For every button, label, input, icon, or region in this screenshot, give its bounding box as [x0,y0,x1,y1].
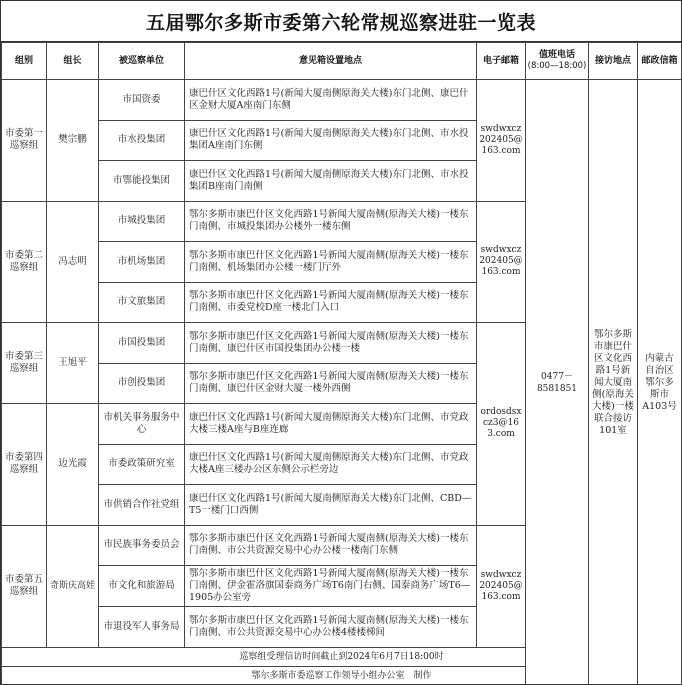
footer-row [2,666,682,685]
group-name: 市委第四巡察组 [2,404,47,526]
header-group: 组别 [2,43,47,80]
visit-location: 鄂尔多斯市康巴什区文化西路1号新闻大厦南侧(原海关大楼)一楼联合接访101室 [589,80,638,685]
unit-name: 市退役军人事务局 [99,607,185,648]
group-email: ordosdsxcz3@163.com [477,323,526,526]
footer-maker: 鄂尔多斯市委巡察工作领导小组办公室 制作 [2,666,682,685]
box-location: 康巴什区文化西路1号(新闻大厦南侧原海关大楼)东门北侧、市水投集团B座南门南侧 [185,161,477,202]
header-leader: 组长 [47,43,99,80]
unit-name: 市国投集团 [99,323,185,364]
unit-name: 市机关事务服务中心 [99,404,185,445]
box-location: 康巴什区文化西路1号(新闻大厦南侧原海关大楼)东门北侧、市党政大楼三楼A座与B座连廊 [185,404,477,445]
unit-name: 市文化和旅游局 [99,566,185,607]
box-location: 康巴什区文化西路1号(新闻大厦南侧原海关大楼)东门北侧、CBD—T5一楼门口西侧 [185,485,477,526]
unit-name: 市民族事务委员会 [99,525,185,566]
group-email: swdwxcz202405@163.com [477,80,526,202]
header-email: 电子邮箱 [477,43,526,80]
header-phone-hours: (8:00—18:00) [527,61,587,71]
header-visit: 接访地点 [589,43,638,80]
group-leader: 王旭平 [47,323,99,404]
mailbox-value: 内蒙古自治区鄂尔多斯市A103号 [638,80,682,685]
group-leader: 樊宗鹏 [47,80,99,202]
box-location: 鄂尔多斯市康巴什区文化西路1号新闻大厦南侧(原海关大楼)一楼东门南侧、伊金霍洛旗国泰商务广场T6南门右侧、国泰商务广场T6—1905办公室旁 [185,566,477,607]
unit-name: 市委政策研究室 [99,444,185,485]
group-email: swdwxcz202405@163.com [477,201,526,323]
table-header-row [2,43,682,80]
unit-name: 市机场集团 [99,242,185,283]
box-location: 康巴什区文化西路1号(新闻大厦南侧原海关大楼)东门北侧、市党政大楼A座三楼办公区东侧公示栏旁边 [185,444,477,485]
box-location: 康巴什区文化西路1号(新闻大厦南侧原海关大楼)东门北侧、市水投集团A座南门东侧 [185,120,477,161]
group-name: 市委第二巡察组 [2,201,47,323]
page-title: 五届鄂尔多斯市委第六轮常规巡察进驻一览表 [1,1,681,42]
box-location: 鄂尔多斯市康巴什区文化西路1号新闻大厦南侧(原海关大楼)一楼东门南侧、市委党校D座一楼北门入口 [185,282,477,323]
box-location: 鄂尔多斯市康巴什区文化西路1号新闻大厦南侧(原海关大楼)一楼东门南侧、市城投集团办公楼外一楼东侧 [185,201,477,242]
unit-name: 市城投集团 [99,201,185,242]
footer-deadline: 巡察组受理信访时间截止到2024年6月7日18:00时 [2,647,682,666]
header-phone [526,43,589,80]
header-phone-label: 值班电话 [538,50,575,60]
header-unit: 被巡察单位 [99,43,185,80]
footer-row [2,647,682,666]
unit-name: 市鄂能投集团 [99,161,185,202]
box-location: 鄂尔多斯市康巴什区文化西路1号新闻大厦南侧(原海关大楼)一楼东门南侧、市公共资源交易中心办公楼一楼南门东侧 [185,525,477,566]
group-leader: 冯志明 [47,201,99,323]
unit-name: 市创投集团 [99,363,185,404]
group-name: 市委第一巡察组 [2,80,47,202]
inspection-table [1,42,682,685]
box-location: 鄂尔多斯市康巴什区文化西路1号新闻大厦南侧(原海关大楼)一楼东门南侧、市公共资源交易中心办公楼4楼楼梯间 [185,607,477,648]
group-email: swdwxcz202405@163.com [477,525,526,647]
unit-name: 市文旅集团 [99,282,185,323]
box-location: 康巴什区文化西路1号(新闻大厦南侧原海关大楼)东门北侧、康巴什区金财大厦A座南门东侧 [185,80,477,121]
unit-name: 市国资委 [99,80,185,121]
box-location: 鄂尔多斯市康巴什区文化西路1号新闻大厦南侧(原海关大楼)一楼东门南侧、康巴什区市国投集团办公楼一楼 [185,323,477,364]
box-location: 鄂尔多斯市康巴什区文化西路1号新闻大厦南侧(原海关大楼)一楼东门南侧、康巴什区金财大厦一楼外西侧 [185,363,477,404]
header-mailbox: 邮政信箱 [638,43,682,80]
phone-value: 0477－8581851 [526,80,589,685]
group-name: 市委第三巡察组 [2,323,47,404]
table-row [2,80,682,121]
group-name: 市委第五巡察组 [2,525,47,647]
group-leader: 边光霞 [47,404,99,526]
unit-name: 市水投集团 [99,120,185,161]
group-leader: 奇斯庆高娃 [47,525,99,647]
header-box: 意见箱设置地点 [185,43,477,80]
unit-name: 市供销合作社党组 [99,485,185,526]
box-location: 鄂尔多斯市康巴什区文化西路1号新闻大厦南侧(原海关大楼)一楼东门南侧、机场集团办公楼一楼门厅外 [185,242,477,283]
